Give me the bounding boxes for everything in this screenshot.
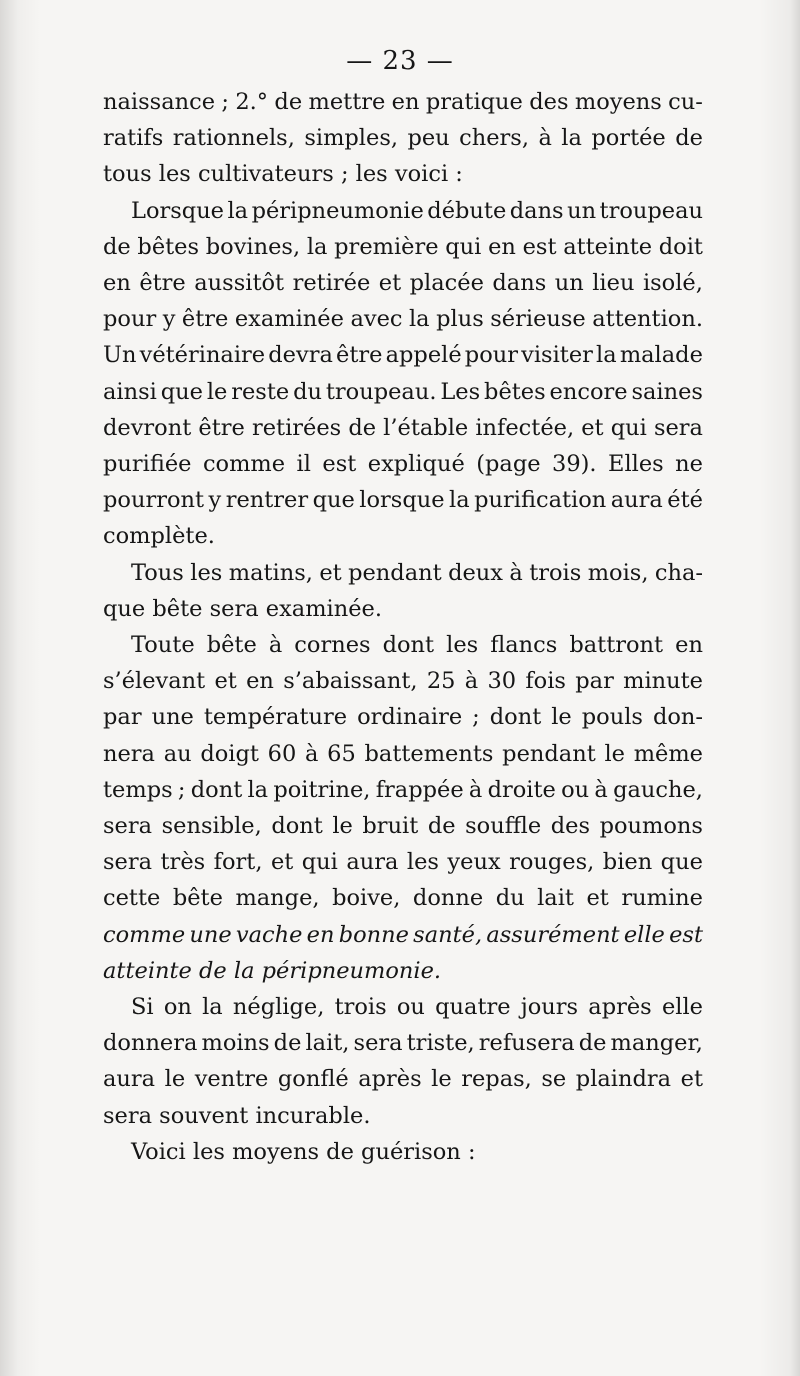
text-line: de bêtes bovines, la première qui en est atteinte doit — [103, 233, 703, 260]
page-number-header: — 23 — — [346, 46, 454, 76]
text-line: Voici les moyens de guérison : — [131, 1138, 476, 1165]
text-line: temps ; dont la poitrine, frappée à droite ou à gauche, — [103, 776, 703, 803]
text-line: que bête sera examinée. — [103, 595, 382, 622]
text-line: Lorsque la péripneumonie débute dans un troupeau — [131, 197, 703, 224]
text-line: ratifs rationnels, simples, peu chers, à la portée de — [103, 125, 703, 152]
text-line: s’élevant et en s’abaissant, 25 à 30 fois par minute — [103, 668, 703, 695]
text-line: cette bête mange, boive, donne du lait et rumine — [103, 885, 703, 912]
text-line: Un vétérinaire devra être appelé pour visiter la malade — [103, 342, 703, 369]
text-line: pour y être examinée avec la plus sérieuse attention. — [103, 306, 703, 333]
text-line: purifiée comme il est expliqué (page 39). Elles ne — [103, 451, 703, 478]
text-line: devront être retirées de l’étable infectée, et qui sera — [103, 414, 703, 441]
text-line: en être aussitôt retirée et placée dans un lieu isolé, — [103, 270, 703, 297]
text-line: naissance ; 2.° de mettre en pratique des moyens cu- — [103, 89, 703, 115]
text-line: par une température ordinaire ; dont le pouls don- — [103, 704, 703, 731]
text-line: comme une vache en bonne santé, assurément elle est — [103, 921, 703, 948]
text-line: complète. — [103, 523, 215, 550]
text-line: pourront y rentrer que lorsque la purification aura été — [103, 487, 703, 514]
text-line: sera sensible, dont le bruit de souffle des poumons — [103, 813, 703, 840]
text-line: atteinte de la péripneumonie. — [103, 957, 442, 984]
text-line: tous les cultivateurs ; les voici : — [103, 161, 463, 188]
text-line: Tous les matins, et pendant deux à trois mois, cha- — [131, 559, 703, 586]
text-line: sera très fort, et qui aura les yeux rouges, bien que — [103, 849, 703, 876]
text-line: Si on la néglige, trois ou quatre jours après elle — [131, 994, 703, 1021]
text-line: aura le ventre gonflé après le repas, se plaindra et — [103, 1066, 703, 1093]
text-line: nera au doigt 60 à 65 battements pendant le même — [103, 740, 703, 767]
body-text — [103, 84, 703, 1170]
text-line: ainsi que le reste du troupeau. Les bêtes encore saines — [103, 378, 703, 405]
text-line: sera souvent incurable. — [103, 1102, 371, 1129]
text-line: Toute bête à cornes dont les flancs battront en — [131, 632, 703, 659]
text-line: donnera moins de lait, sera triste, refusera de manger, — [103, 1030, 703, 1057]
